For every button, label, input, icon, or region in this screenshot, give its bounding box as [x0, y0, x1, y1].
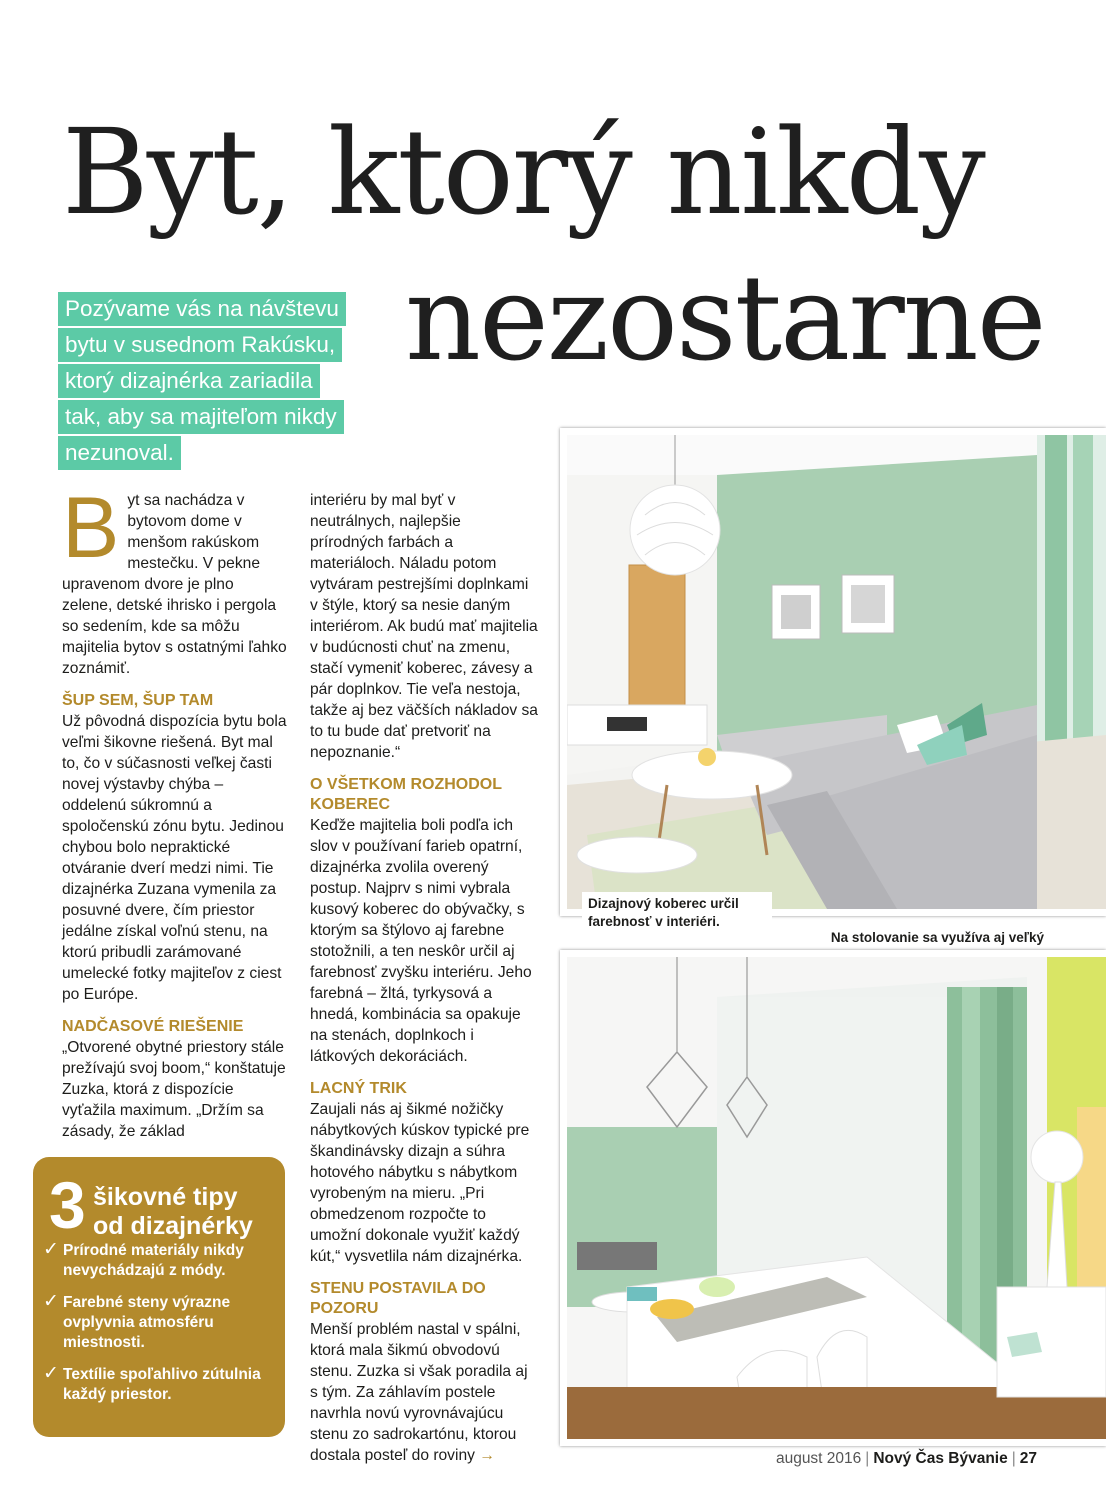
subheading: STENU POSTAVILA DO POZORU [310, 1280, 486, 1317]
body-paragraph: Už pôvodná dispozícia bytu bola veľmi šikovne riešená. Byt mal to, čo v súčasnosti veľkej časti novej výstavby chýba – oddelenú súkromnú a spoločenskú zónu bytu. Jedinou chybou bolo nepraktické otváranie dverí medzi nimi. Tie dizajnérka Zuzana vymenila za posuvné dvere, čím priestor jedálne získal voľnú stenu, na ktorú pribudli zarámované umelecké fotky majiteľov z ciest po Európe. [62, 713, 287, 1003]
body-paragraph: Zaujali nás aj šikmé nožičky nábytkových kúskov typické pre škandinávsky dizajn a súhra hotového nábytku s nábytkom vyrobeným na mieru. „Pri obmedzenom rozpočte to umožní dokonale využiť každý kút,“ vysvetlila nám dizajnérka. [310, 1101, 530, 1265]
living-room-illustration [567, 435, 1106, 909]
body-text: Menší problém nastal v spálni, ktorá mala šikmú obvodovú stenu. Zuzka si však poradila aj s tým. Za záhlavím postele navrhla novú vyrovnávajúcu stenu zo sadrokartónu, ktorou dostala posteľ do roviny [310, 1321, 528, 1464]
intro-text: yt sa nachádza v bytovom dome v menšom rakúskom mestečku. V pekne upravenom dvore je plno zelene, detské ihrisko i pergola so sedením, kde sa môžu majitelia bytov s ostatnými ľahko zoznámiť. [62, 492, 287, 677]
tip-text: Prírodné materiály nikdy nevychádzajú z módy. [63, 1242, 244, 1279]
living-room-photo [560, 428, 1106, 916]
headline-line-2: nezostarne [405, 249, 1045, 387]
checkmark-icon: ✓ [43, 1239, 59, 1260]
checkmark-icon: ✓ [43, 1291, 59, 1312]
subheading: NADČASOVÉ RIEŠENIE [62, 1018, 244, 1035]
subheading: O VŠETKOM ROZHODOL KOBEREC [310, 776, 502, 813]
body-paragraph: interiéru by mal byť v neutrálnych, najlepšie prírodných farbách a materiáloch. Náladu potom vytváram pestrejšími doplnkami v štýle, ktorý sa nesie daným interiérom. Ak budú mať majitelia v budúcnosti chuť na zmenu, stačí vymeniť koberec, závesy a pár doplnkov. Tie veľa nestoja, takže aj bez väčších nákladov sa to tu bude dať pretvoriť na nepoznanie.“ [310, 492, 538, 761]
checkmark-icon: ✓ [43, 1363, 59, 1384]
photo-caption: Na stolovanie sa využíva aj veľký [784, 929, 1044, 965]
continue-arrow-icon: → [479, 1447, 495, 1464]
page-footer [776, 1450, 1037, 1468]
subheading: LACNÝ TRIK [310, 1080, 407, 1097]
lead-line: tak, aby sa majiteľom nikdy [58, 400, 344, 434]
body-paragraph: Keďže majitelia boli podľa ich slov v používaní farieb opatrní, dizajnérka zvolila overený postup. Najprv s nimi vybrala kusový koberec do obývačky, s ktorým sa štýlovo aj farebne stotožnili, a ten neskôr určil aj farebnosť zvyšku interiéru. Jeho farebná – žltá, tyrkysová a hnedá, kombinácia sa opakuje na stenách, doplnkoch i látkových dekoráciách. [310, 817, 532, 1065]
tip-text: Textílie spoľahlivo zútulnia každý priestor. [63, 1366, 261, 1403]
body-paragraph [310, 1319, 538, 1466]
footer-separator: | [865, 1450, 870, 1467]
tip-text: Farebné steny výrazne ovplyvnia atmosféru miestnosti. [63, 1294, 231, 1351]
lead-line: Pozývame vás na návštevu [58, 292, 346, 326]
tips-box [33, 1157, 285, 1437]
tip-item [43, 1241, 275, 1281]
issue-date: august 2016 [775, 1450, 862, 1467]
body-paragraph: „Otvorené obytné priestory stále prežívajú svoj boom,“ konštatuje Zuzka, ktorá z dispozície vyťažila maximum. „Držím sa zásady, že základ [62, 1039, 286, 1140]
tips-title [93, 1183, 253, 1241]
lead-line: bytu v susednom Rakúsku, [58, 328, 342, 362]
article-column-2 [310, 490, 538, 1466]
tip-item [43, 1365, 275, 1405]
tips-header [43, 1168, 275, 1242]
photo-caption: Dizajnový koberec určil farebnosť v interiéri. [582, 892, 772, 934]
tips-title-line-1: šikovné tipy [93, 1183, 238, 1211]
tips-title-line-2: od dizajnérky [93, 1212, 253, 1240]
magazine-name: Nový Čas Bývanie [873, 1450, 1008, 1467]
lead-line: nezunoval. [58, 436, 181, 470]
headline-line-1: Byt, ktorý nikdy [62, 103, 984, 241]
dining-room-illustration [567, 957, 1106, 1439]
tips-number: 3 [49, 1168, 86, 1242]
tip-item [43, 1293, 275, 1353]
intro-paragraph [62, 480, 288, 679]
drop-cap: B [62, 480, 120, 576]
footer-separator: | [1011, 1450, 1016, 1467]
article-column-1 [62, 480, 288, 1142]
page-number: 27 [1019, 1450, 1037, 1467]
lead-line: ktorý dizajnérka zariadila [58, 364, 320, 398]
lead-paragraph [58, 292, 388, 472]
dining-room-photo [560, 950, 1106, 1446]
subheading: ŠUP SEM, ŠUP TAM [62, 692, 214, 709]
